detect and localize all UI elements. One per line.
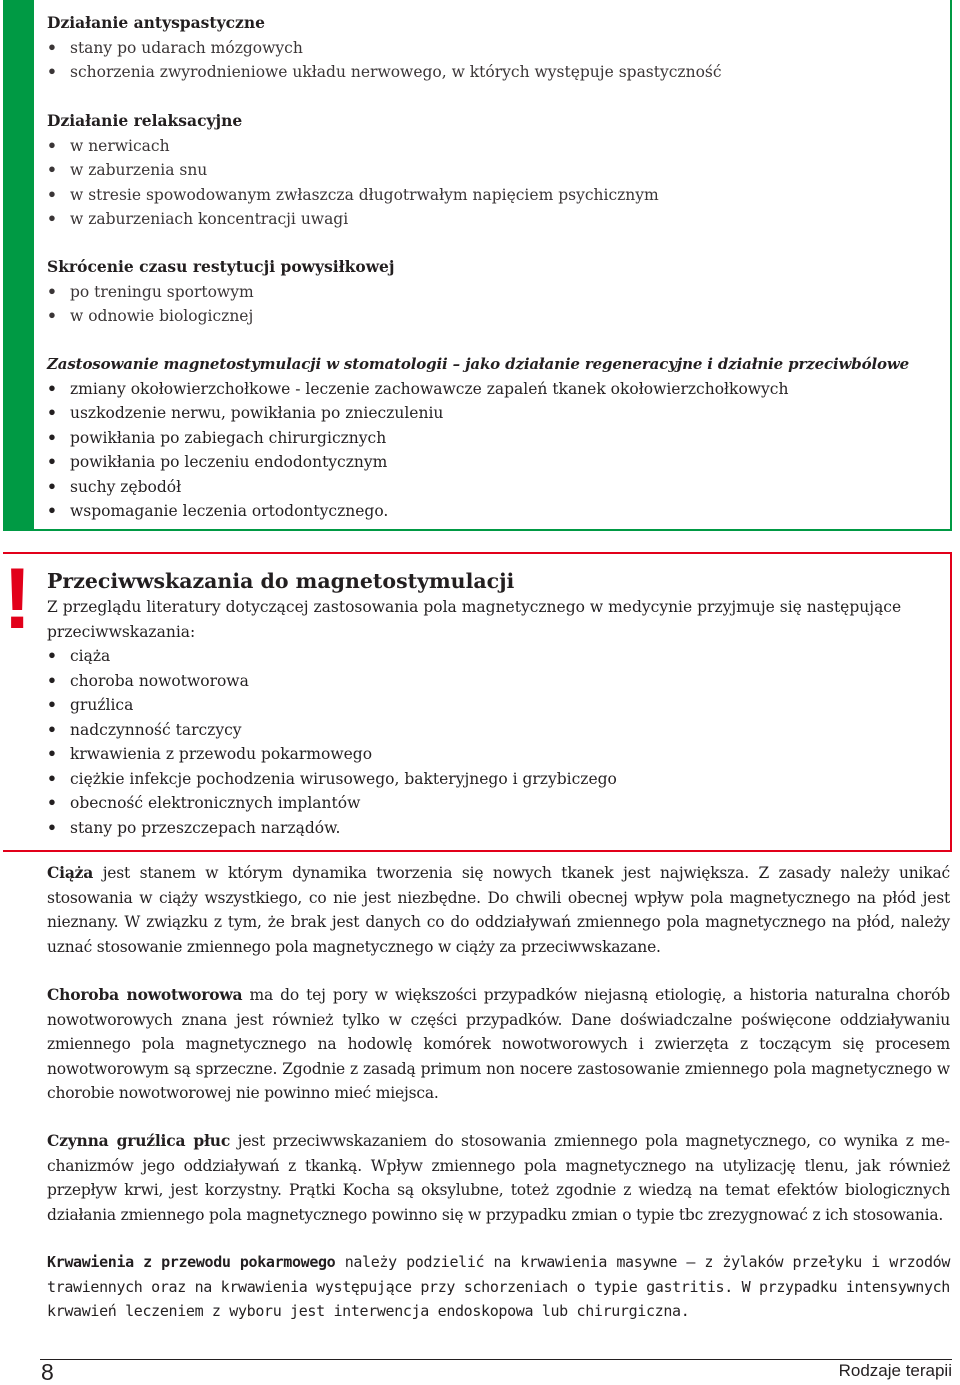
list-item: • w nerwicach — [47, 134, 948, 159]
paragraph-text: jest przeciwwskazaniem do stosowania zmiennego pola magnetycznego, co wynika z mechanizmów jego oddziaływań z tkanką. Wpływ zmiennego pola magnetycznego na utylizację tlenu, jak również przepływ krwi, jest korzystny. Prątki Kocha są oksylubne, toteż zgodnie z wiedzą na temat efektów biologicznych działania zmiennego pola magnetycznego powinno się w przypadku zmian o typie tbc zrezygnować z ich stosowania. — [47, 1132, 950, 1224]
list-item: • w odnowie biologicznej — [47, 304, 948, 329]
paragraph-text: należy podzielić na krwawienia masywne – z żylaków przełyku i wrzodów trawiennych oraz na krwawienia występujące przy schorzeniach o typie gastritis. W przypadku intensywnych krwawień leczeniem z wyboru jest interwencja endoskopowa lub chirurgiczna. — [47, 1253, 951, 1320]
paragraph-bleeding — [47, 1250, 950, 1324]
paragraph-lead: Ciąża — [47, 863, 94, 882]
contraindications-list — [47, 644, 617, 840]
paragraph-text: jest stanem w którym dynamika tworzenia się nowych tkanek jest największa. Z zasady należy unikać stosowania w ciąży wszystkiego, co nie jest niezbędne. Do chwili obecnej wpływ pola magnetycznego na płód jest nieznany. W związku z tym, że brak jest danych co do oddziaływań zmiennego pola magnetycznego na płód, należy uznać stosowanie zmiennego pola magnetycznego w ciąży za przeciwwskazane. — [47, 864, 950, 956]
list-item: • w zaburzeniach koncentracji uwagi — [47, 207, 948, 232]
bullet-list — [47, 134, 948, 232]
list-item: • krwawienia z przewodu pokarmowego — [47, 742, 617, 767]
list-item: • w zaburzenia snu — [47, 158, 948, 183]
section-relaxation — [47, 109, 948, 232]
contraindications-title: Przeciwwskazania do magnetostymulacji — [47, 569, 515, 593]
contraindications-intro: Z przeglądu literatury dotyczącej zastosowania pola magnetycznego w medycynie przyjmuje się następujące przeciwwskazania: — [47, 598, 902, 641]
section-heading: Działanie relaksacyjne — [47, 111, 243, 130]
paragraph-pregnancy — [47, 861, 950, 959]
list-item: • gruźlica — [47, 693, 617, 718]
list-item: • w stresie spowodowanym zwłaszcza długotrwałym napięciem psychicznym — [47, 183, 948, 208]
paragraph-text: ma do tej pory w większości przypadków niejasną etiologię, a historia naturalna chorób nowotworowych znana jest również tylko w części przypadków. Dane doświadczalne poświęcone oddziaływaniu zmiennego pola magnetycznego na hodowlę komórek nowotworowych i zwierzęta z toczącym się procesem nowotworowym są sprzeczne. Zgodnie z zasadą primum non nocere zastosowanie zmiennego pola magnetycznego w chorobie nowotworowej nie powinno mieć miejsca. — [47, 986, 950, 1102]
page-number: 8 — [41, 1359, 54, 1385]
paragraph-lead: Krwawienia z przewodu pokarmowego — [47, 1253, 336, 1271]
paragraph-tuberculosis — [47, 1129, 950, 1227]
footer-section-label: Rodzaje terapii — [838, 1361, 952, 1380]
bullet-list — [47, 36, 948, 85]
list-item: • obecność elektronicznych implantów — [47, 791, 617, 816]
list-item: • choroba nowotworowa — [47, 669, 617, 694]
list-item: • stany po udarach mózgowych — [47, 36, 948, 61]
footer-rule — [40, 1359, 952, 1360]
list-item: • powikłania po leczeniu endodontycznym — [47, 450, 948, 475]
list-item: • ciężkie infekcje pochodzenia wirusowego, bakteryjnego i grzybiczego — [47, 767, 617, 792]
paragraph-cancer — [47, 983, 950, 1106]
paragraph-lead: Czynna gruźlica płuc — [47, 1131, 231, 1150]
section-heading: Zastosowanie magnetostymulacji w stomatologii – jako działanie regeneracyjne i działnie przeciwbólowe — [47, 355, 910, 373]
list-item: • schorzenia zwyrodnieniowe układu nerwowego, w których występuje spastyczność — [47, 60, 948, 85]
list-item: • powikłania po zabiegach chirurgicznych — [47, 426, 948, 451]
green-side-bar — [3, 0, 34, 531]
paragraph-lead: Choroba nowotworowa — [47, 985, 243, 1004]
exclamation-icon: ! — [3, 551, 32, 647]
list-item: • wspomaganie leczenia ortodontycznego. — [47, 499, 948, 524]
list-item: • suchy zębodół — [47, 475, 948, 500]
list-item: • stany po przeszczepach narządów. — [47, 816, 617, 841]
section-heading: Działanie antyspastyczne — [47, 13, 265, 32]
section-antispastic — [47, 11, 948, 85]
section-recovery — [47, 255, 948, 329]
list-item: • zmiany okołowierzchołkowe - leczenie zachowawcze zapaleń tkanek okołowierzchołkowych — [47, 377, 948, 402]
list-item: • nadczynność tarczycy — [47, 718, 617, 743]
section-heading: Skrócenie czasu restytucji powysiłkowej — [47, 257, 395, 276]
list-item: • po treningu sportowym — [47, 280, 948, 305]
section-dentistry — [47, 352, 948, 524]
bullet-list — [47, 377, 948, 524]
bullet-list — [47, 280, 948, 329]
list-item: • uszkodzenie nerwu, powikłania po znieczuleniu — [47, 401, 948, 426]
list-item: • ciąża — [47, 644, 617, 669]
